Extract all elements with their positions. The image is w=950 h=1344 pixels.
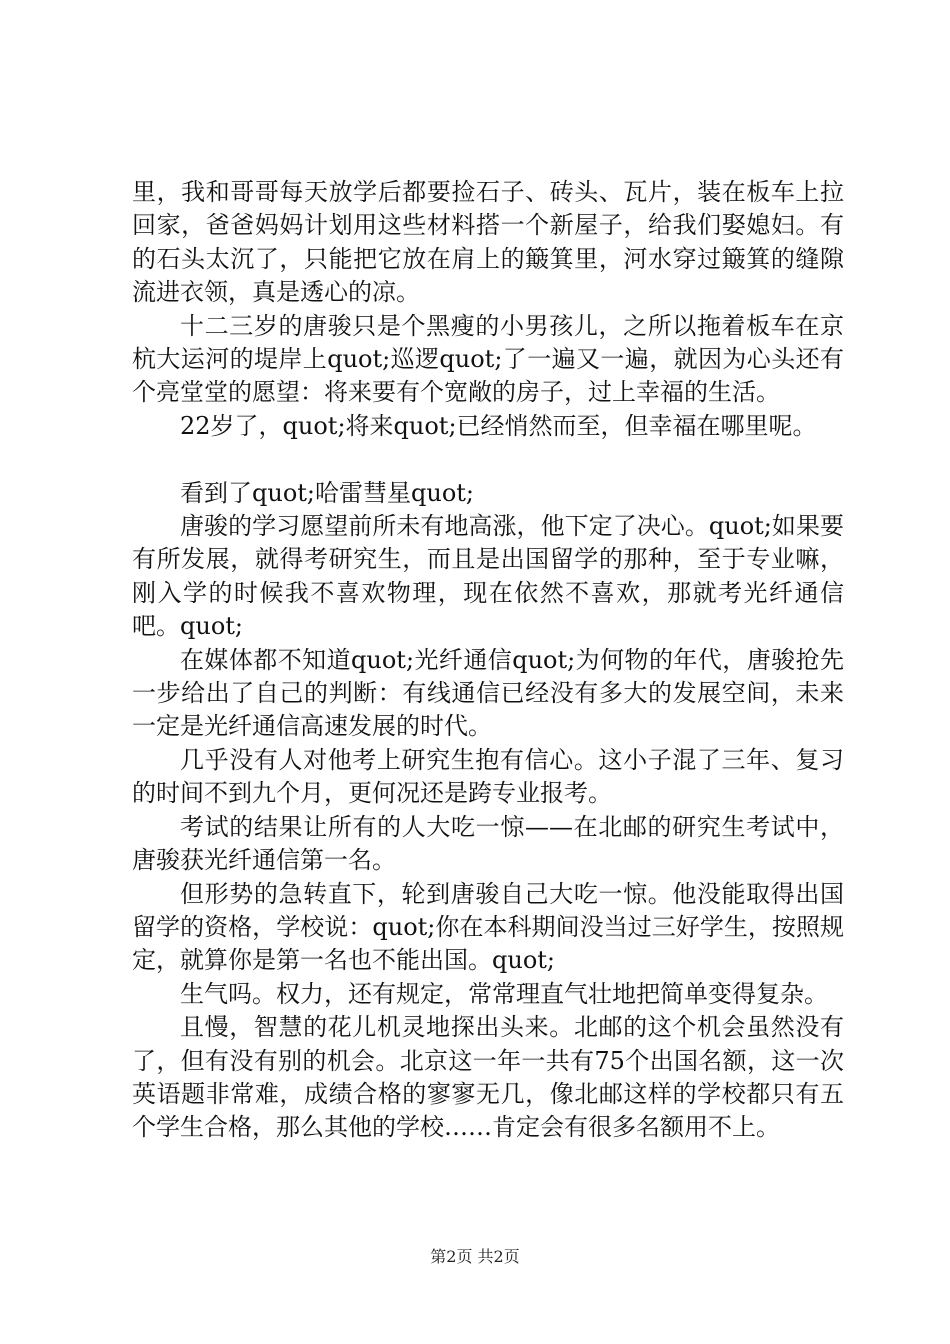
- paragraph-4: 看到了quot;哈雷彗星quot;: [180, 478, 474, 507]
- document-body: [132, 176, 844, 1145]
- paragraph-6: 在媒体都不知道quot;光纤通信quot;为何物的年代，唐骏抢先一步给出了自己的判断：有线通信已经没有多大的发展空间，未来一定是光纤通信高速发展的时代。: [132, 645, 844, 741]
- page-number-label: 第2页 共2页: [430, 1247, 520, 1266]
- paragraph-9: 但形势的急转直下，轮到唐骏自己大吃一惊。他没能取得出国留学的资格，学校说：quot;你在本科期间没当过三好学生，按照规定，就算你是第一名也不能出国。quot;: [132, 879, 844, 975]
- blank-line: [132, 443, 844, 476]
- paragraph-7: 几乎没有人对他考上研究生抱有信心。这小子混了三年、复习的时间不到九个月，更何况还是跨专业报考。: [132, 745, 844, 808]
- paragraph-11: 且慢，智慧的花儿机灵地探出头来。北邮的这个机会虽然没有了，但有没有别的机会。北京这一年一共有75个出国名额，这一次英语题非常难，成绩合格的寥寥无几，像北邮这样的学校都只有五个学生合格，那么其他的学校……肯定会有很多名额用不上。: [132, 1013, 844, 1142]
- page-footer: [0, 1247, 950, 1267]
- paragraph-8: 考试的结果让所有的人大吃一惊——在北邮的研究生考试中，唐骏获光纤通信第一名。: [132, 812, 844, 875]
- paragraph-3: 22岁了，quot;将来quot;已经悄然而至，但幸福在哪里呢。: [180, 411, 817, 440]
- paragraph-10: 生气吗。权力，还有规定，常常理直气壮地把简单变得复杂。: [180, 979, 828, 1008]
- paragraph-1: 里，我和哥哥每天放学后都要捡石子、砖头、瓦片，装在板车上拉回家，爸爸妈妈计划用这些材料搭一个新屋子，给我们娶媳妇。有的石头太沉了，只能把它放在肩上的簸箕里，河水穿过簸箕的缝隙流进衣领，真是透心的凉。: [132, 178, 844, 307]
- paragraph-5: 唐骏的学习愿望前所未有地高涨，他下定了决心。quot;如果要有所发展，就得考研究生，而且是出国留学的那种，至于专业嘛，刚入学的时候我不喜欢物理，现在依然不喜欢，那就考光纤通信吧。quot;: [132, 512, 844, 641]
- paragraph-2: 十二三岁的唐骏只是个黑瘦的小男孩儿，之所以拖着板车在京杭大运河的堤岸上quot;巡逻quot;了一遍又一遍，就因为心头还有个亮堂堂的愿望：将来要有个宽敞的房子，过上幸福的生活。: [132, 311, 844, 407]
